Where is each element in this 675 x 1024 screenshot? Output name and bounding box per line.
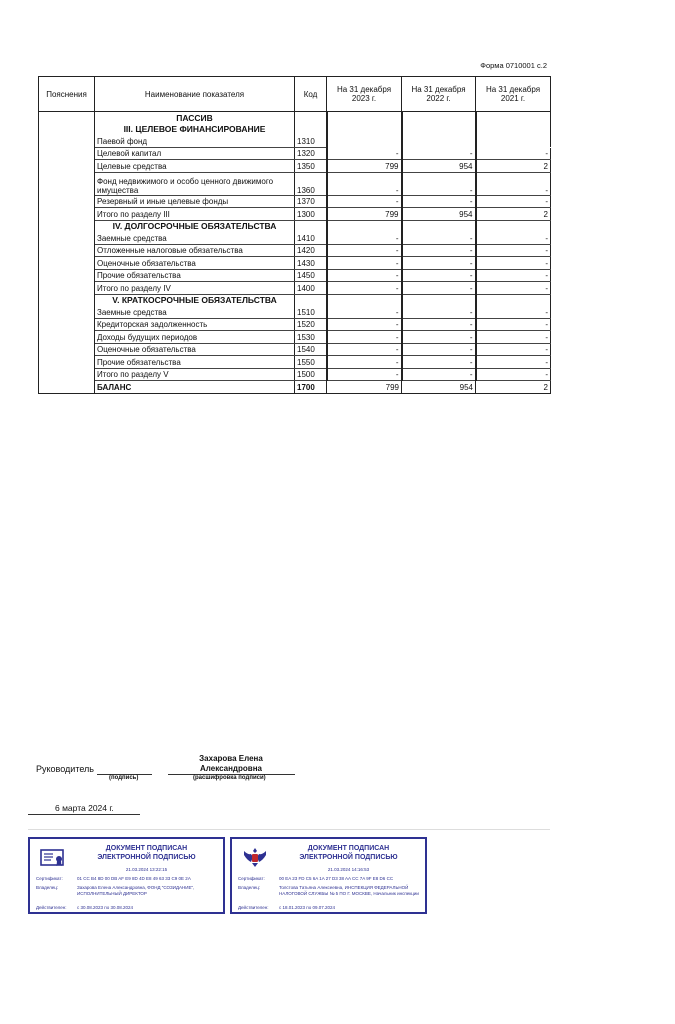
stamp-title-line1: ДОКУМЕНТ ПОДПИСАН (105, 845, 188, 852)
cell-value-2023: - (327, 318, 402, 331)
stamp-owner-label: Владелец: (36, 885, 59, 890)
cell-indicator-name: Оценочные обязательства (95, 343, 295, 356)
stamp-title-line2: ЭЛЕКТРОННОЙ ПОДПИСЬЮ (97, 854, 196, 861)
stamp-cert-row (238, 876, 421, 882)
cell-indicator-name: Кредиторская задолженность (95, 318, 295, 331)
cell-explanation (39, 269, 95, 282)
signer-name (168, 754, 294, 774)
cell-value-2022: - (402, 244, 476, 257)
cell-value-2021: - (476, 368, 551, 381)
stamp-valid-label: Действителен: (238, 905, 269, 910)
stamp-valid-value: с 18.01.2023 по 09.07.2024 (279, 905, 335, 910)
section-heading-row (39, 220, 551, 232)
cell-value-2022: 954 (402, 208, 476, 221)
cell-value-2022: - (402, 318, 476, 331)
cell-explanation (39, 306, 95, 318)
cell-value-2021: - (476, 282, 551, 295)
stamp-timestamp: 21.03.2024 14:16:53 (327, 867, 370, 872)
cell-value-2022: 954 (402, 381, 476, 394)
cell-value-2021: - (476, 356, 551, 369)
cell-code: 1420 (295, 244, 327, 257)
eagle-emblem-icon (240, 845, 270, 869)
table-row (39, 318, 551, 331)
cell-indicator-name: Заемные средства (95, 306, 295, 318)
table-row (39, 269, 551, 282)
cell-explanation (39, 160, 95, 173)
table-row (39, 306, 551, 318)
cell-code: 1370 (295, 195, 327, 208)
stamp-cert-row (36, 876, 219, 882)
cell-value-2021 (476, 124, 551, 136)
cell-value-2021: - (476, 343, 551, 356)
cell-value-2022 (402, 112, 476, 124)
section-heading-row (39, 124, 551, 136)
cell-code: 1310 (295, 135, 327, 147)
cell-indicator-name: Целевые средства (95, 160, 295, 173)
cell-value-2022: - (402, 269, 476, 282)
date-line (28, 814, 140, 815)
cell-indicator-name: ПАССИВ (176, 112, 213, 123)
cell-code: 1510 (295, 306, 327, 318)
cell-indicator-name: Целевой капитал (95, 147, 295, 160)
cell-code: 1450 (295, 269, 327, 282)
cell-value-2023: - (327, 269, 402, 282)
stamp-cert-label: Сертификат: (238, 876, 265, 881)
cell-value-2022: - (402, 232, 476, 244)
cell-value-2022: - (402, 195, 476, 208)
signer-name-line2: Александровна (200, 764, 262, 773)
cell-value-2023: - (327, 232, 402, 244)
cell-explanation (39, 208, 95, 221)
signer-name-line1: Захарова Елена (199, 754, 263, 763)
table-row (39, 257, 551, 270)
table-row (39, 195, 551, 208)
form-code: Форма 0710001 с.2 (480, 61, 547, 70)
stamp-title-line1: ДОКУМЕНТ ПОДПИСАН (307, 845, 390, 852)
cell-code: 1550 (295, 356, 327, 369)
cell-code: 1400 (295, 282, 327, 295)
cell-value-2023: - (327, 282, 402, 295)
table-row (39, 343, 551, 356)
cell-code: 1350 (295, 160, 327, 173)
cell-value-2022: - (402, 306, 476, 318)
table-row (39, 331, 551, 344)
cell-explanation (39, 112, 95, 124)
cell-indicator-name: IV. ДОЛГОСРОЧНЫЕ ОБЯЗАТЕЛЬСТВА (112, 221, 277, 231)
cell-indicator-name: III. ЦЕЛЕВОЕ ФИНАНСИРОВАНИЕ (123, 124, 266, 134)
header-2023: На 31 декабря 2023 г. (327, 77, 402, 112)
cell-explanation (39, 331, 95, 344)
cell-code (295, 220, 327, 232)
cell-value-2023 (327, 294, 402, 306)
stamp-valid-label: Действителен: (36, 905, 67, 910)
table-body (39, 112, 551, 394)
table-row (39, 282, 551, 295)
cell-explanation (39, 343, 95, 356)
cell-value-2023: - (327, 195, 402, 208)
cell-value-2021: - (476, 318, 551, 331)
cell-value-2021 (476, 294, 551, 306)
cell-code: 1410 (295, 232, 327, 244)
cell-value-2023: 799 (327, 381, 402, 394)
header-indicator: Наименование показателя (95, 77, 295, 112)
cell-explanation (39, 244, 95, 257)
cell-value-2022: - (402, 282, 476, 295)
stamp-title (276, 844, 421, 862)
cell-value-2022: - (402, 331, 476, 344)
signature-caption: (подпись) (109, 775, 139, 781)
cell-explanation (39, 220, 95, 232)
cell-indicator-name: Фонд недвижимого и особо ценного движимого имущества (95, 172, 295, 195)
cell-code (295, 124, 327, 136)
cell-indicator-name: Итого по разделу III (95, 208, 295, 221)
stamp-timestamp: 21.03.2024 13:22:15 (125, 867, 168, 872)
balance-total-row (39, 381, 551, 394)
cell-indicator-name: Заемные средства (95, 232, 295, 244)
e-signature-stamp-director (28, 837, 225, 914)
cell-value-2021: - (476, 244, 551, 257)
cell-code: 1530 (295, 331, 327, 344)
cell-value-2021: 2 (476, 381, 551, 394)
cell-value-2023: - (327, 343, 402, 356)
table-row (39, 368, 551, 381)
table-row (39, 135, 551, 147)
cell-explanation (39, 124, 95, 136)
cell-value-2023 (327, 135, 402, 147)
cell-value-2021 (476, 112, 551, 124)
cell-code: 1320 (295, 147, 327, 160)
cell-explanation (39, 147, 95, 160)
cell-value-2023: - (327, 331, 402, 344)
cell-value-2022: - (402, 368, 476, 381)
cell-value-2021: - (476, 147, 551, 160)
section-heading-row (39, 294, 551, 306)
table-row (39, 232, 551, 244)
cell-value-2021: - (476, 257, 551, 270)
cell-value-2021: - (476, 331, 551, 344)
certificate-icon (38, 845, 68, 869)
cell-explanation (39, 294, 95, 306)
cell-code: 1300 (295, 208, 327, 221)
cell-value-2022: - (402, 147, 476, 160)
cell-value-2022 (402, 220, 476, 232)
cell-explanation (39, 135, 95, 147)
cell-explanation (39, 257, 95, 270)
stamp-valid-value: с 30.08.2023 по 30.08.2024 (77, 905, 133, 910)
cell-value-2023: - (327, 306, 402, 318)
cell-value-2023 (327, 220, 402, 232)
cell-indicator-name: Доходы будущих периодов (95, 331, 295, 344)
stamp-owner-value: Толстова Татьяна Алексеевна, ИНСПЕКЦИЯ ФЕДЕРАЛЬНОЙ НАЛОГОВОЙ СЛУЖБЫ № 5 ПО Г. МОСКВЕ, Начальник инспекции (279, 885, 419, 896)
divider (28, 829, 550, 830)
cell-code (295, 294, 327, 306)
stamp-title-line2: ЭЛЕКТРОННОЙ ПОДПИСЬЮ (299, 854, 398, 861)
table-row (39, 356, 551, 369)
header-code: Код (295, 77, 327, 112)
cell-value-2022: - (402, 257, 476, 270)
cell-value-2023: - (327, 172, 402, 195)
signer-role: Руководитель (36, 764, 94, 774)
cell-value-2022: 954 (402, 160, 476, 173)
cell-value-2022 (402, 124, 476, 136)
cell-value-2022 (402, 135, 476, 147)
cell-value-2021: - (476, 195, 551, 208)
cell-code: 1430 (295, 257, 327, 270)
cell-value-2023: - (327, 147, 402, 160)
cell-indicator-name: Прочие обязательства (95, 356, 295, 369)
cell-indicator-name: БАЛАНС (95, 381, 295, 394)
cell-value-2022: - (402, 356, 476, 369)
stamp-cert-label: Сертификат: (36, 876, 63, 881)
balance-table (38, 76, 551, 394)
cell-value-2021 (476, 135, 551, 147)
table-row (39, 160, 551, 173)
cell-value-2022: - (402, 172, 476, 195)
stamp-owner-label: Владелец: (238, 885, 261, 890)
cell-explanation (39, 232, 95, 244)
cell-value-2021: 2 (476, 208, 551, 221)
header-explanations: Пояснения (39, 77, 95, 112)
cell-value-2021: - (476, 306, 551, 318)
cell-indicator-name: Резервный и иные целевые фонды (95, 195, 295, 208)
cell-explanation (39, 195, 95, 208)
cell-value-2021 (476, 220, 551, 232)
cell-explanation (39, 356, 95, 369)
cell-value-2023: - (327, 368, 402, 381)
cell-explanation (39, 368, 95, 381)
stamp-valid-row (36, 905, 219, 911)
cell-indicator-name: Оценочные обязательства (95, 257, 295, 270)
cell-value-2023 (327, 124, 402, 136)
header-2022: На 31 декабря 2022 г. (402, 77, 476, 112)
cell-value-2021: - (476, 269, 551, 282)
table-header-row (39, 77, 551, 112)
cell-value-2023: - (327, 257, 402, 270)
table-row (39, 244, 551, 257)
cell-code: 1360 (295, 172, 327, 195)
cell-indicator-name: Прочие обязательства (95, 269, 295, 282)
header-2021: На 31 декабря 2021 г. (476, 77, 551, 112)
cell-value-2023 (327, 112, 402, 124)
cell-explanation (39, 172, 95, 195)
stamp-valid-row (238, 905, 421, 911)
cell-value-2022 (402, 294, 476, 306)
cell-code: 1540 (295, 343, 327, 356)
decode-caption: (расшифровка подписи) (193, 775, 266, 781)
cell-value-2021: - (476, 232, 551, 244)
e-signature-stamp-tax (230, 837, 427, 914)
sign-date: 6 марта 2024 г. (55, 803, 114, 813)
cell-value-2023: - (327, 244, 402, 257)
cell-code: 1500 (295, 368, 327, 381)
section-heading-row (39, 112, 551, 124)
cell-indicator-name: Отложенные налоговые обязательства (95, 244, 295, 257)
stamp-owner-value: Захарова Елена Александровна, ФОНД "СОЗИДАНИЕ", ИСПОЛНИТЕЛЬНЫЙ ДИРЕКТОР (77, 885, 195, 896)
cell-value-2023: 799 (327, 160, 402, 173)
table-row (39, 172, 551, 195)
cell-explanation (39, 282, 95, 295)
cell-explanation (39, 318, 95, 331)
stamp-cert-value: 00 EA 23 FD C5 6A 1A 27 D3 38 AA CC 7A 9F E8 D6 CC (279, 876, 394, 881)
cell-code: 1700 (295, 381, 327, 394)
stamp-cert-value: 01 CC B4 8D 00 DB AF E9 8D 4D E8 49 63 33 C9 0E 2A (77, 876, 191, 881)
stamp-owner-row (238, 885, 421, 897)
stamp-title (74, 844, 219, 862)
table-row (39, 208, 551, 221)
stamp-owner-row (36, 885, 219, 897)
cell-explanation (39, 381, 95, 394)
cell-indicator-name: Итого по разделу V (95, 368, 295, 381)
cell-value-2021: - (476, 172, 551, 195)
table-row (39, 147, 551, 160)
cell-indicator-name: V. КРАТКОСРОЧНЫЕ ОБЯЗАТЕЛЬСТВА (112, 295, 277, 305)
cell-value-2021: 2 (476, 160, 551, 173)
cell-value-2023: 799 (327, 208, 402, 221)
cell-indicator-name: Паевой фонд (95, 135, 295, 147)
cell-value-2023: - (327, 356, 402, 369)
cell-code (295, 112, 327, 124)
cell-value-2022: - (402, 343, 476, 356)
cell-indicator-name: Итого по разделу IV (95, 282, 295, 295)
cell-code: 1520 (295, 318, 327, 331)
